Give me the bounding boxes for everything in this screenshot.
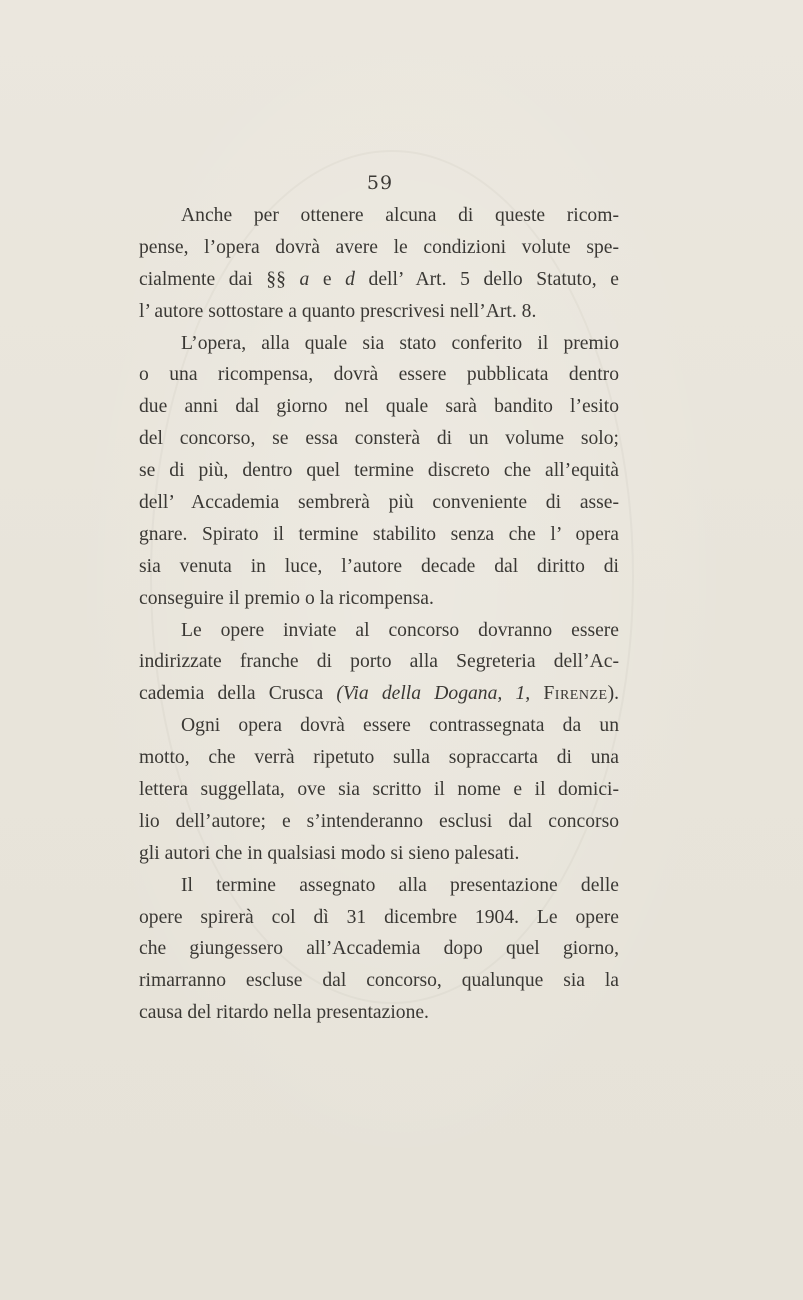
- text-line: indirizzate franche di porto alla Segreteria dell’Ac-: [139, 651, 619, 673]
- text-line: gli autori che in qualsiasi modo si sieno palesati.: [139, 842, 520, 864]
- text-line: pense, l’opera dovrà avere le condizioni volute spe-: [139, 236, 619, 258]
- paragraph-2: [139, 328, 619, 615]
- text-line: lio dell’autore; e s’intenderanno esclusi dal concorso: [139, 810, 619, 832]
- text-line: del concorso, se essa consterà di un volume solo;: [139, 428, 619, 450]
- text-line: se di più, dentro quel termine discreto che all’equità: [139, 460, 619, 482]
- text-line: lettera suggellata, ove sia scritto il nome e il domici-: [139, 779, 619, 801]
- paragraph-1: [139, 200, 619, 328]
- text-line: Ogni opera dovrà essere contrassegnata da un: [181, 715, 619, 737]
- paragraph-3: [139, 615, 619, 711]
- text-fragment: dell’ Art. 5 dello Statuto, e: [354, 268, 619, 290]
- text-line: opere spirerà col dì 31 dicembre 1904. Le opere: [139, 906, 619, 928]
- text-line: causa del ritardo nella presentazione.: [139, 1002, 429, 1024]
- text-line: [139, 678, 619, 710]
- text-line: gnare. Spirato il termine stabilito senza che l’ opera: [139, 523, 619, 545]
- text-line: rimarranno escluse dal concorso, qualunque sia la: [139, 970, 619, 992]
- italic-letter-d: d: [345, 268, 355, 290]
- text-line: L’opera, alla quale sia stato conferito il premio: [181, 332, 619, 354]
- text-line: Le opere inviate al concorso dovranno essere: [181, 619, 619, 641]
- page-number: 59: [366, 172, 394, 194]
- text-line: o una ricompensa, dovrà essere pubblicata dentro: [139, 364, 619, 386]
- text-line: conseguire il premio o la ricompensa.: [139, 587, 434, 609]
- text-line: motto, che verrà ripetuto sulla sopraccarta di una: [139, 747, 619, 769]
- text-fragment: e: [309, 268, 346, 290]
- text-fragment: cialmente dai §§: [139, 268, 300, 290]
- paragraph-5: [139, 870, 619, 1029]
- city-name: Firenze: [543, 683, 608, 705]
- text-line: Il termine assegnato alla presentazione delle: [181, 874, 619, 896]
- italic-letter-a: a: [299, 268, 310, 290]
- text-line: due anni dal giorno nel quale sarà bandito l’esito: [139, 396, 619, 418]
- text-line: dell’ Accademia sembrerà più conveniente di asse-: [139, 492, 619, 514]
- paragraph-4: [139, 710, 619, 869]
- text-fragment: cademia della Crusca: [139, 683, 337, 705]
- text-line: l’ autore sottostare a quanto prescrivesi nell’Art. 8.: [139, 300, 537, 322]
- body-text: [139, 200, 619, 1029]
- text-line: Anche per ottenere alcuna di queste ricom-: [181, 205, 619, 226]
- text-line: sia venuta in luce, l’autore decade dal diritto di: [139, 555, 619, 577]
- italic-address: (Via della Dogana, 1,: [336, 683, 544, 705]
- text-line: che giungessero all’Accademia dopo quel giorno,: [139, 938, 619, 960]
- text-fragment: ).: [607, 683, 619, 705]
- text-line: [139, 264, 619, 296]
